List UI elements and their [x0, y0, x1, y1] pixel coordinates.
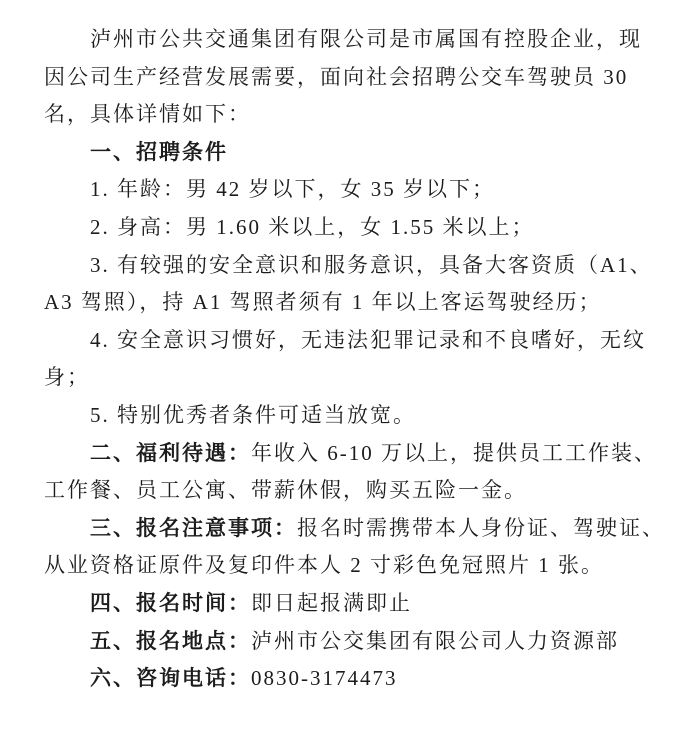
body-text: 身；	[44, 365, 90, 390]
body-text: A3 驾照），持 A1 驾照者须有 1 年以上客运驾驶经历；	[44, 290, 602, 315]
body-text: 报名时需携带本人身份证、驾驶证、	[297, 515, 665, 540]
body-text: 年收入 6-10 万以上，提供员工工作装、	[251, 440, 657, 465]
body-text: 5. 特别优秀者条件可适当放宽。	[90, 402, 416, 427]
body-text: 即日起报满即止	[251, 590, 412, 615]
text-line	[44, 284, 649, 322]
section-heading-text: 三、报名注意事项：	[90, 515, 297, 540]
text-line	[44, 171, 649, 209]
text-line	[44, 435, 657, 473]
body-text: 1. 年龄：男 42 岁以下，女 35 岁以下；	[90, 177, 495, 202]
text-line	[44, 21, 649, 59]
text-line	[44, 623, 649, 661]
body-text: 泸州市公交集团有限公司人力资源部	[251, 628, 619, 653]
text-line	[44, 247, 653, 285]
body-text: 2. 身高：男 1.60 米以上，女 1.55 米以上；	[90, 214, 535, 239]
text-line	[44, 134, 649, 172]
text-line	[44, 96, 649, 134]
body-text: 0830-3174473	[251, 666, 398, 691]
text-line	[44, 510, 665, 548]
body-text: 工作餐、员工公寓、带薪休假，购买五险一金。	[44, 478, 527, 503]
text-line	[44, 322, 649, 360]
body-text: 名，具体详情如下：	[44, 102, 251, 127]
text-line	[44, 359, 649, 397]
body-text: 4. 安全意识习惯好，无违法犯罪记录和不良嗜好，无纹	[90, 327, 646, 352]
body-text: 泸州市公共交通集团有限公司是市属国有控股企业，现	[90, 27, 642, 51]
body-text: 从业资格证原件及复印件本人 2 寸彩色免冠照片 1 张。	[44, 553, 604, 578]
section-heading-text: 二、福利待遇：	[90, 440, 251, 465]
text-line	[44, 547, 649, 585]
section-heading-text: 五、报名地点：	[90, 628, 251, 653]
text-line	[44, 59, 649, 97]
body-text: 3. 有较强的安全意识和服务意识，具备大客资质（A1、	[90, 252, 653, 277]
text-line	[44, 585, 649, 623]
text-line	[44, 660, 649, 698]
section-heading-text: 四、报名时间：	[90, 590, 251, 615]
text-line	[44, 472, 649, 510]
text-line	[44, 209, 649, 247]
section-heading-text: 一、招聘条件	[90, 139, 228, 164]
body-text: 因公司生产经营发展需要，面向社会招聘公交车驾驶员 30	[44, 64, 629, 89]
section-heading-text: 六、咨询电话：	[90, 666, 251, 691]
document-body	[44, 21, 665, 698]
text-line	[44, 397, 649, 435]
